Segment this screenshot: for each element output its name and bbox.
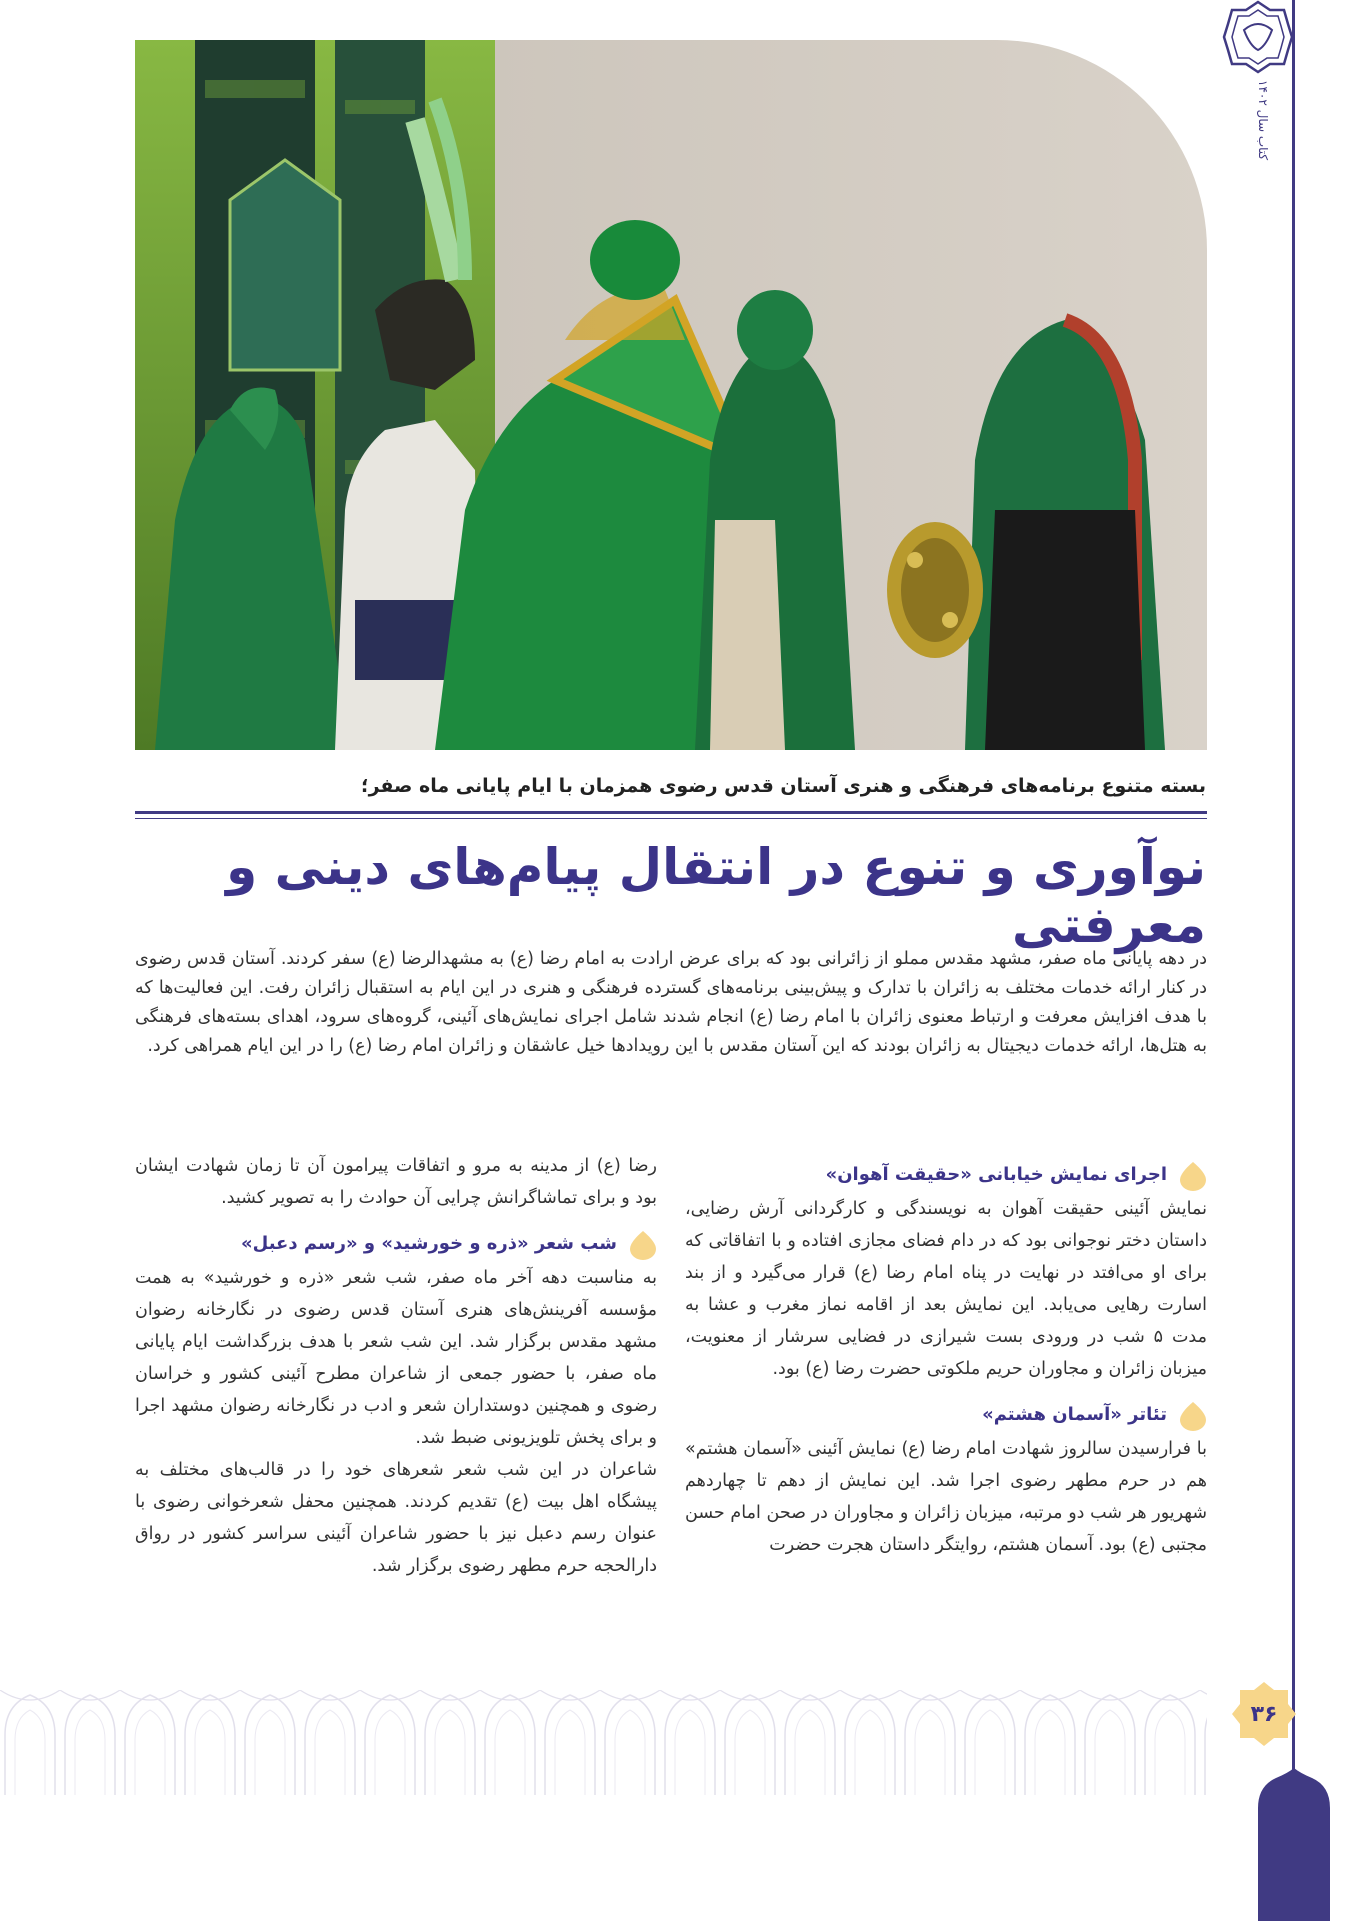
page-number-text: ۳۶ <box>1250 1701 1278 1727</box>
body-paragraph: شاعران در این شب شعر شعرهای خود را در قالب‌های مختلف به پیشگاه اهل بیت (ع) تقدیم کردند. همچنین محفل شعرخوانی رضوی با عنوان رسم دعبل نیز با حضور شاعران آئینی سراسر کشور در رواق دارالحجه حرم مطهر رضوی برگزار شد. <box>135 1460 657 1576</box>
body-paragraph: رضا (ع) از مدینه به مرو و اتفاقات پیرامون آن تا زمان شهادت ایشان بود و برای تماشاگرانش چرایی آن حوادث را به تصویر کشید. <box>135 1156 657 1208</box>
section-heading <box>685 1159 1207 1191</box>
hero-photo <box>135 40 1207 750</box>
right-column <box>685 1155 1207 1561</box>
teardrop-bullet-icon <box>629 1230 657 1260</box>
section-heading-text: شب شعر «ذره و خورشید» و «رسم دعبل» <box>241 1233 617 1254</box>
section-heading-text: اجرای نمایش خیابانی «حقیقت آهوان» <box>825 1164 1167 1185</box>
teardrop-bullet-icon <box>1179 1401 1207 1431</box>
body-paragraph: به مناسبت دهه آخر ماه صفر، شب شعر «ذره و خورشید» به همت مؤسسه آفرینش‌های هنری آستان قدس رضوی در نگارخانه رضوان مشهد مقدس برگزار شد. این شب شعر با هدف بزرگداشت ایام پایانی ماه صفر، با حضور جمعی از شاعران مطرح آئینی کشور و خراسان رضوی و همچنین دوستداران شعر و ادب در نگارخانه رضوان مشهد اجرا و برای پخش تلویزیونی ضبط شد. <box>135 1268 657 1448</box>
decorative-arch-pattern <box>0 1690 1207 1795</box>
page-corner-tab <box>1258 1768 1330 1921</box>
section-heading <box>685 1399 1207 1431</box>
page-title: نوآوری و تنوع در انتقال پیام‌های دینی و معرفتی <box>226 838 1206 954</box>
lead-paragraph: در دهه پایانی ماه صفر، مشهد مقدس مملو از زائرانی بود که برای عرض ارادت به امام رضا (ع) به مشهدالرضا (ع) سفر کردند. آستان قدس رضوی در کنار ارائه خدمات مختلف به زائران با تدارک و پیش‌بینی برنامه‌های گسترده فرهنگی و هنری در این ایام به استقبال زائران رفت. این فعالیت‌ها که با هدف افزایش معرفت و ارتباط معنوی زائران با امام رضا (ع) انجام شدند شامل اجرای نمایش‌های آئینی، گروه‌های سرود، اهدای بسته‌های فرهنگی به هتل‌ها، ارائه خدمات دیجیتال به زائران بودند که این آستان مقدس با این رویداد‌ها خیل عاشقان و زائران امام رضا (ع) را در این ایام همراهی کرد. <box>135 949 1207 1056</box>
left-column <box>135 1150 657 1582</box>
sidebar-rule <box>1292 0 1295 1921</box>
title-rule-thin <box>135 818 1207 819</box>
section-heading <box>135 1228 657 1260</box>
teardrop-bullet-icon <box>1179 1161 1207 1191</box>
title-rule-thick <box>135 811 1207 814</box>
article-kicker: بسته متنوع برنامه‌های فرهنگی و هنری آستان قدس رضوی همزمان با ایام پایانی ماه صفر؛ <box>360 775 1206 797</box>
page-number <box>1230 1680 1298 1748</box>
body-paragraph: با فرارسیدن سالروز شهادت امام رضا (ع) نمایش آئینی «آسمان هشتم» هم در حرم مطهر رضوی اجرا شد. این نمایش از دهم تا چهاردهم شهریور هر شب دو مرتبه، میزبان زائران و مجاوران در صحن امام حسن مجتبی (ع) بود. آسمان هشتم، روایتگر داستان هجرت حضرت <box>685 1439 1207 1555</box>
section-heading-text: تئاتر «آسمان هشتم» <box>982 1404 1167 1425</box>
yearbook-caption: کتاب سال ۱۴۰۲ <box>1256 80 1270 161</box>
publication-logo <box>1222 0 1294 74</box>
body-paragraph: نمایش آئینی حقیقت آهوان به نویسندگی و کارگردانی آرش رضایی، داستان دختر نوجوانی بود که در دام فضای مجازی افتاده و با اتفاقاتی که برای او می‌افتد در نهایت در پناه امام رضا (ع) قرار می‌گیرد و از بند اسارت رهایی می‌یابد. این نمایش بعد از اقامه نماز مغرب و عشا به مدت ۵ شب در ورودی بست شیرازی در فضایی سرشار از معنویت، میزبان زائران و مجاوران حریم ملکوتی حضرت رضا (ع) بود. <box>685 1199 1207 1379</box>
